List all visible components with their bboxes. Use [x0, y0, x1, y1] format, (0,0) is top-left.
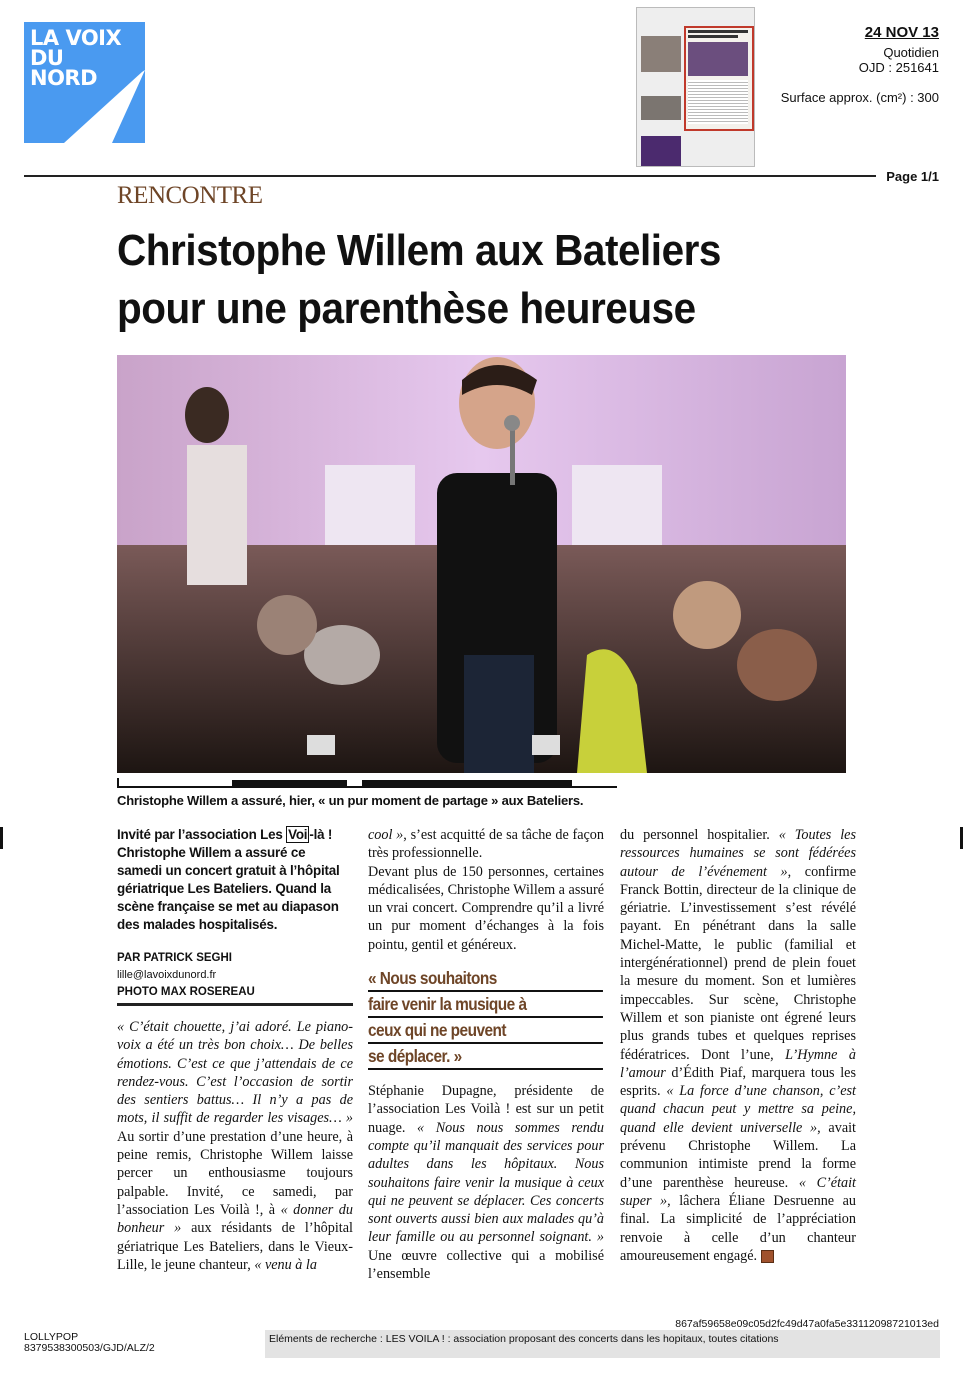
- article-photo: [117, 355, 846, 773]
- column-3: [620, 826, 856, 1265]
- column-1: [117, 826, 353, 1274]
- crop-mark-left: [0, 827, 3, 849]
- body-paragraph: cool », s’est acquitté de sa tâche de façon très professionnelle.: [368, 827, 604, 862]
- client-reference: LOLLYPOP 8379538300503/GJD/ALZ/2: [24, 1331, 155, 1354]
- publication-date: 24 NOV 13: [864, 24, 939, 41]
- pull-quote-line: faire venir la musique à: [368, 992, 603, 1018]
- highlighted-term: Voi: [288, 827, 308, 842]
- search-terms: Eléments de recherche : LES VOILA ! : association proposant des concerts dans les hopitaux, toutes citations: [265, 1330, 940, 1358]
- body-paragraph: « C’était chouette, j’ai adoré. Le piano-voix a été un très bon choix… De belles émotions. C’est ce que j’attendais de ce rendez-vous. C’est l’occasion de sortir des sentiers battus… Il n’y a pas de mots, il suffit de regarder les visages… » Au sortir d’une prestation d’une heure, à peine remis, Christophe Willem laisse percer un enthousiasme toujours palpable. Invité, ce samedi, par l’association Les Voilà !, à « donner du bonheur » aux résidants de l’hôpital gériatrique Les Bateliers, dans le Vieux-Lille, le jeune chanteur, « venu à la: [117, 1019, 353, 1273]
- byline: [117, 950, 353, 1006]
- caption-rule: [117, 778, 617, 788]
- body-paragraph: Stéphanie Dupagne, présidente de l’association Les Voilà ! est sur un petit nuage. « Nous nous sommes rendu compte qu’il manquait des services pour adultes dans les hôpitaux. Nous souhaitons faire venir la musique à ceux qui ne peuvent se déplacer. Ces concerts sont ouverts aussi bien aux malades qu’à leur famille ou au personnel soignant. » Une œuvre collective qui a mobilisé l’ensemble: [368, 1083, 604, 1283]
- periodicity: Quotidien: [883, 45, 939, 60]
- page-thumbnail: [636, 7, 755, 167]
- title-line-1: Christophe Willem aux Bateliers: [117, 226, 721, 275]
- page-number: Page 1/1: [886, 169, 939, 184]
- author: PAR PATRICK SEGHI: [117, 952, 233, 964]
- pull-quote: [368, 966, 604, 1070]
- author-email: lille@lavoixdunord.fr: [117, 969, 217, 981]
- column-2: [368, 826, 604, 1283]
- newspaper-logo: [24, 22, 145, 143]
- ojd-count: OJD : 251641: [858, 60, 939, 75]
- body-paragraph: du personnel hospitalier. « Toutes les ressources humaines se sont fédérées autour de l’événement », confirme Franck Bottin, directeur de la clinique de gériatrie. L’investissement s’est révélé payant. En pénétrant dans la salle Michel-Matte, le public (familial et intergénérationnel) prend de plein fouet la mesure du moment. Son et lumières impeccables. Sur scène, Christophe Willem et son pianiste ont égrené leurs plus grands tubes et quelques reprises fédératrices. Dont l’une, L’Hymne à l’amour d’Édith Piaf, marquera tous les esprits. « La force d’une chanson, c’est quand chacun peut y mettre sa peine, quand elle devient universelle », avait prévenu Christophe Willem. La communion intimiste prend la forme d’une parenthèse heureuse. « C’était super », lâchera Éliane Desruenne au final. La simplicité de l’appréciation renvoie à celle d’un chanteur amoureusement engagé.: [620, 827, 856, 1264]
- end-of-article-icon: [761, 1250, 774, 1263]
- document-hash: 867af59658e09c05d2fc49d47a0fa5e33112098721013ed: [675, 1318, 939, 1330]
- surface-area: Surface approx. (cm²) : 300: [780, 90, 939, 105]
- body-paragraph: Devant plus de 150 personnes, certaines médicalisées, Christophe Willem a assuré un vrai concert. Comprendre qu’il a livré un pur moment d’échanges à la fois pointu, gentil et généreux.: [368, 863, 604, 953]
- crop-mark-right: [960, 827, 963, 849]
- lead-paragraph: Invité par l’association Les Voi -là ! Christophe Willem a assuré ce samedi un concert gratuit à l’hôpital gériatrique Les Bateliers. Quand la scène française se met au diapason des malades hospitalisés.: [117, 827, 340, 932]
- title-line-2: pour une parenthèse heureuse: [117, 284, 696, 333]
- pull-quote-line: « Nous souhaitons: [368, 966, 603, 992]
- header-divider: [24, 175, 876, 177]
- photo-credit: PHOTO MAX ROSEREAU: [117, 986, 255, 998]
- pull-quote-line: se déplacer. »: [368, 1044, 603, 1070]
- logo-text: LA VOIX DU NORD: [30, 26, 122, 90]
- pull-quote-line: ceux qui ne peuvent: [368, 1018, 603, 1044]
- rubric: RENCONTRE: [117, 182, 263, 209]
- photo-caption: Christophe Willem a assuré, hier, « un pur moment de partage » aux Bateliers.: [117, 793, 584, 808]
- article-title: [117, 222, 798, 338]
